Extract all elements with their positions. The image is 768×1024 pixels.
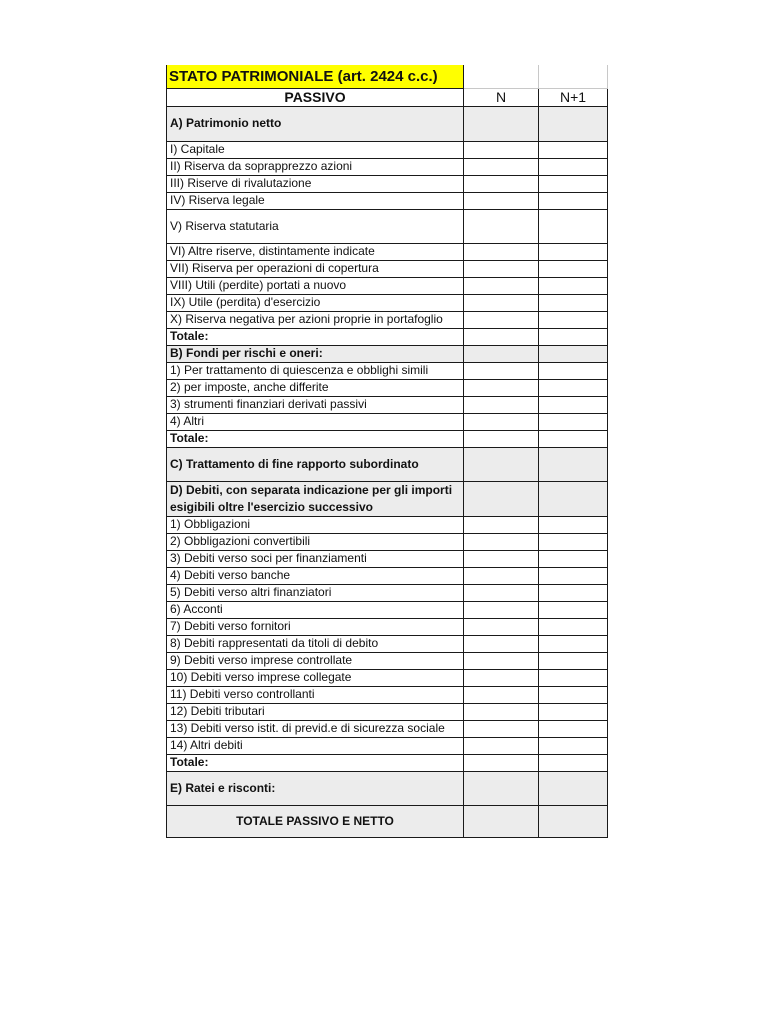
value-cell-n[interactable] [464, 447, 539, 481]
row-label: 1) Obbligazioni [167, 516, 464, 533]
table-row [167, 754, 608, 771]
row-label: 10) Debiti verso imprese collegate [167, 669, 464, 686]
table-row [167, 175, 608, 192]
value-cell-n1[interactable] [539, 720, 608, 737]
table-row [167, 413, 608, 430]
sheet-title: STATO PATRIMONIALE (art. 2424 c.c.) [167, 65, 464, 88]
table-row [167, 618, 608, 635]
column-header-n1: N+1 [539, 88, 608, 106]
table-row [167, 720, 608, 737]
value-cell-n1[interactable] [539, 294, 608, 311]
value-cell-n[interactable] [464, 175, 539, 192]
row-label: V) Riserva statutaria [167, 209, 464, 243]
row-label: 4) Altri [167, 413, 464, 430]
table-row [167, 533, 608, 550]
value-cell-n1[interactable] [539, 805, 608, 837]
table-row [167, 652, 608, 669]
row-label: I) Capitale [167, 141, 464, 158]
value-cell-n[interactable] [464, 737, 539, 754]
row-label: VIII) Utili (perdite) portati a nuovo [167, 277, 464, 294]
table-row [167, 141, 608, 158]
table-row [167, 209, 608, 243]
row-label: 4) Debiti verso banche [167, 567, 464, 584]
value-cell-n[interactable] [464, 192, 539, 209]
balance-sheet-table [166, 65, 608, 838]
table-row [167, 805, 608, 837]
row-label: 11) Debiti verso controllanti [167, 686, 464, 703]
value-cell-n[interactable] [464, 277, 539, 294]
section-label: A) Patrimonio netto [167, 106, 464, 141]
value-cell-n1[interactable] [539, 601, 608, 618]
section-label: C) Trattamento di fine rapporto subordinato [167, 447, 464, 481]
value-cell-n1[interactable] [539, 686, 608, 703]
row-label: III) Riserve di rivalutazione [167, 175, 464, 192]
row-label: IX) Utile (perdita) d'esercizio [167, 294, 464, 311]
table-row [167, 430, 608, 447]
table-row [167, 192, 608, 209]
table-row [167, 771, 608, 805]
value-cell-n[interactable] [464, 686, 539, 703]
column-header-n: N [464, 88, 539, 106]
row-label: 3) strumenti finanziari derivati passivi [167, 396, 464, 413]
row-label: 2) Obbligazioni convertibili [167, 533, 464, 550]
value-cell-n[interactable] [464, 362, 539, 379]
value-cell-n1[interactable] [539, 209, 608, 243]
table-row [167, 396, 608, 413]
value-cell-n1[interactable] [539, 192, 608, 209]
value-cell-n[interactable] [464, 345, 539, 362]
value-cell-n[interactable] [464, 260, 539, 277]
table-row [167, 362, 608, 379]
value-cell-n[interactable] [464, 328, 539, 345]
value-cell-n[interactable] [464, 533, 539, 550]
row-label: X) Riserva negativa per azioni proprie in portafoglio [167, 311, 464, 328]
value-cell-n1[interactable] [539, 379, 608, 396]
row-label: IV) Riserva legale [167, 192, 464, 209]
row-label: VI) Altre riserve, distintamente indicate [167, 243, 464, 260]
value-cell-n[interactable] [464, 703, 539, 720]
row-label: VII) Riserva per operazioni di copertura [167, 260, 464, 277]
row-label: 2) per imposte, anche differite [167, 379, 464, 396]
table-row [167, 328, 608, 345]
row-label: 12) Debiti tributari [167, 703, 464, 720]
value-cell-n[interactable] [464, 379, 539, 396]
value-cell-n1[interactable] [539, 260, 608, 277]
section-label: D) Debiti, con separata indicazione per gli importi esigibili oltre l'esercizio successivo [167, 481, 464, 516]
value-cell-n1[interactable] [539, 737, 608, 754]
value-cell-n[interactable] [464, 158, 539, 175]
value-cell-n1[interactable] [539, 141, 608, 158]
table-row [167, 260, 608, 277]
value-cell-n1[interactable] [539, 584, 608, 601]
value-cell-n1[interactable] [539, 669, 608, 686]
value-cell-n[interactable] [464, 430, 539, 447]
value-cell-n[interactable] [464, 481, 539, 516]
value-cell-n1[interactable] [539, 481, 608, 516]
value-cell-n[interactable] [464, 413, 539, 430]
table-row [167, 277, 608, 294]
value-cell-n1[interactable] [539, 652, 608, 669]
table-row [167, 379, 608, 396]
row-label: 13) Debiti verso istit. di previd.e di sicurezza sociale [167, 720, 464, 737]
table-row [167, 481, 608, 516]
value-cell-n[interactable] [464, 141, 539, 158]
table-row [167, 311, 608, 328]
value-cell-n1[interactable] [539, 618, 608, 635]
value-cell-n1[interactable] [539, 158, 608, 175]
value-cell-n[interactable] [464, 550, 539, 567]
value-cell-n1[interactable] [539, 567, 608, 584]
table-row [167, 686, 608, 703]
row-label: 9) Debiti verso imprese controllate [167, 652, 464, 669]
passivo-header: PASSIVO [167, 88, 464, 106]
table-row [167, 447, 608, 481]
table-row [167, 345, 608, 362]
table-row [167, 294, 608, 311]
table-row [167, 516, 608, 533]
value-cell-n[interactable] [464, 652, 539, 669]
value-cell-n[interactable] [464, 584, 539, 601]
row-label: 7) Debiti verso fornitori [167, 618, 464, 635]
value-cell-n1[interactable] [539, 430, 608, 447]
value-cell-n1[interactable] [539, 396, 608, 413]
section-label: TOTALE PASSIVO E NETTO [167, 805, 464, 837]
value-cell-n[interactable] [464, 635, 539, 652]
table-row [167, 737, 608, 754]
title-empty-cell-n1 [539, 65, 608, 88]
row-label: II) Riserva da soprapprezzo azioni [167, 158, 464, 175]
table-row [167, 601, 608, 618]
value-cell-n1[interactable] [539, 277, 608, 294]
table-row [167, 703, 608, 720]
value-cell-n[interactable] [464, 601, 539, 618]
value-cell-n[interactable] [464, 311, 539, 328]
table-row [167, 567, 608, 584]
table-row [167, 106, 608, 141]
value-cell-n1[interactable] [539, 175, 608, 192]
value-cell-n[interactable] [464, 567, 539, 584]
table-row [167, 635, 608, 652]
value-cell-n1[interactable] [539, 635, 608, 652]
value-cell-n1[interactable] [539, 243, 608, 260]
row-label: 6) Acconti [167, 601, 464, 618]
value-cell-n[interactable] [464, 754, 539, 771]
value-cell-n[interactable] [464, 396, 539, 413]
value-cell-n[interactable] [464, 294, 539, 311]
value-cell-n1[interactable] [539, 771, 608, 805]
value-cell-n1[interactable] [539, 106, 608, 141]
value-cell-n1[interactable] [539, 703, 608, 720]
row-label: 3) Debiti verso soci per finanziamenti [167, 550, 464, 567]
table-row [167, 669, 608, 686]
value-cell-n1[interactable] [539, 550, 608, 567]
value-cell-n[interactable] [464, 618, 539, 635]
value-cell-n[interactable] [464, 771, 539, 805]
section-label: E) Ratei e risconti: [167, 771, 464, 805]
value-cell-n[interactable] [464, 106, 539, 141]
total-label: Totale: [167, 754, 464, 771]
value-cell-n[interactable] [464, 243, 539, 260]
total-label: Totale: [167, 328, 464, 345]
row-label: 8) Debiti rappresentati da titoli di debito [167, 635, 464, 652]
row-label: 5) Debiti verso altri finanziatori [167, 584, 464, 601]
value-cell-n[interactable] [464, 209, 539, 243]
table-row [167, 550, 608, 567]
value-cell-n1[interactable] [539, 447, 608, 481]
value-cell-n1[interactable] [539, 754, 608, 771]
value-cell-n1[interactable] [539, 533, 608, 550]
table-row [167, 584, 608, 601]
value-cell-n[interactable] [464, 516, 539, 533]
row-label: 1) Per trattamento di quiescenza e obblighi simili [167, 362, 464, 379]
value-cell-n1[interactable] [539, 413, 608, 430]
value-cell-n[interactable] [464, 805, 539, 837]
title-empty-cell-n [464, 65, 539, 88]
value-cell-n1[interactable] [539, 516, 608, 533]
value-cell-n1[interactable] [539, 328, 608, 345]
value-cell-n1[interactable] [539, 362, 608, 379]
total-label: Totale: [167, 430, 464, 447]
value-cell-n1[interactable] [539, 345, 608, 362]
row-label: 14) Altri debiti [167, 737, 464, 754]
table-row [167, 158, 608, 175]
section-label: B) Fondi per rischi e oneri: [167, 345, 464, 362]
table-row [167, 243, 608, 260]
value-cell-n[interactable] [464, 669, 539, 686]
value-cell-n[interactable] [464, 720, 539, 737]
value-cell-n1[interactable] [539, 311, 608, 328]
